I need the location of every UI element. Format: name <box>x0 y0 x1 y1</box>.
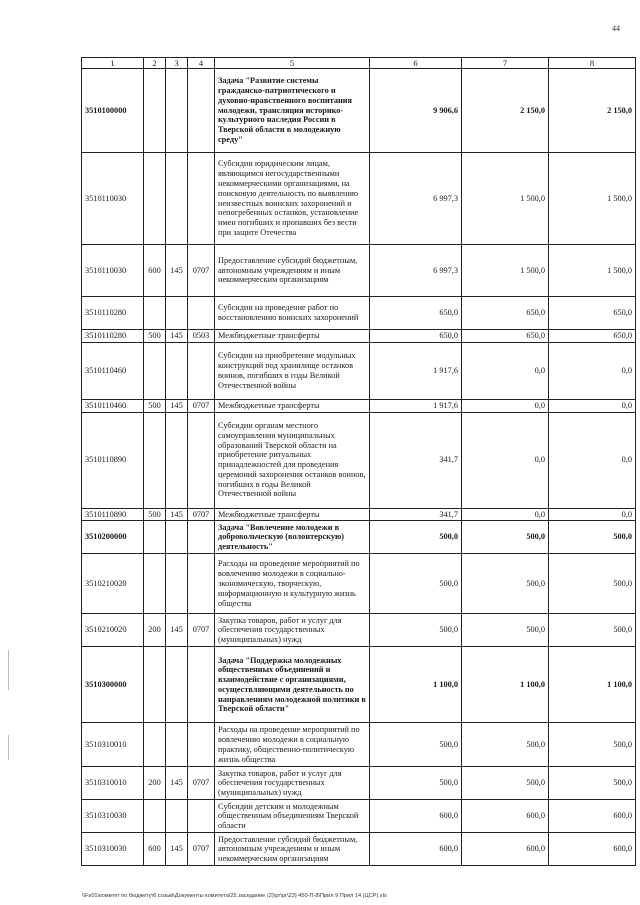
cell-col4 <box>188 69 215 153</box>
cell-col4 <box>188 723 215 767</box>
cell-value-7: 2 150,0 <box>462 69 549 153</box>
cell-value-8: 0,0 <box>549 399 636 412</box>
cell-col4: 0503 <box>188 330 215 343</box>
cell-description: Задача "Поддержка молодежных общественных объединений и взаимодействие с организациями, осуществляющими деятельность по направлениям молодежной политики в Тверской области" <box>215 647 370 723</box>
cell-description: Предоставление субсидий бюджетным, автономным учреждениям и иным некоммерческим организациям <box>215 833 370 866</box>
cell-description: Закупка товаров, работ и услуг для обеспечения государственных (муниципальных) нужд <box>215 614 370 647</box>
cell-code: 3510210020 <box>82 554 144 614</box>
cell-description: Субсидии органам местного самоуправления муниципальных образований Тверской области на приобретение ритуальных принадлежностей для проведения церемоний захоронения останков воинов, погибших в годы Великой Отечественной войны <box>215 412 370 508</box>
cell-col2 <box>144 554 166 614</box>
cell-col4 <box>188 153 215 245</box>
cell-value-8: 0,0 <box>549 508 636 521</box>
cell-col3 <box>166 412 188 508</box>
cell-col4 <box>188 647 215 723</box>
cell-col2 <box>144 521 166 554</box>
cell-description: Межбюджетные трансферты <box>215 399 370 412</box>
cell-value-6: 1 917,6 <box>370 342 462 399</box>
cell-col2 <box>144 723 166 767</box>
budget-table <box>81 57 636 866</box>
cell-col2 <box>144 69 166 153</box>
cell-description: Предоставление субсидий бюджетным, автономным учреждениям и иным некоммерческим организациям <box>215 245 370 297</box>
cell-description: Закупка товаров, работ и услуг для обеспечения государственных (муниципальных) нужд <box>215 767 370 800</box>
cell-value-6: 650,0 <box>370 330 462 343</box>
task-row <box>82 521 636 554</box>
cell-col3: 145 <box>166 508 188 521</box>
cell-code: 3510100000 <box>82 69 144 153</box>
cell-value-6: 341,7 <box>370 412 462 508</box>
cell-col4: 0707 <box>188 508 215 521</box>
cell-col2 <box>144 153 166 245</box>
cell-description: Субсидии на приобретение модульных конструкций под хранилище останков воинов, погибших в годы Великой Отечественной войны <box>215 342 370 399</box>
cell-code: 3510210020 <box>82 614 144 647</box>
cell-col4: 0707 <box>188 614 215 647</box>
page-number: 44 <box>612 24 620 33</box>
cell-description: Субсидии на проведение работ по восстановлению воинских захоронений <box>215 297 370 330</box>
cell-col4 <box>188 342 215 399</box>
cell-col2: 600 <box>144 245 166 297</box>
cell-value-8: 600,0 <box>549 833 636 866</box>
cell-value-6: 500,0 <box>370 521 462 554</box>
task-row <box>82 647 636 723</box>
cell-value-6: 600,0 <box>370 833 462 866</box>
cell-value-7: 600,0 <box>462 833 549 866</box>
cell-col4: 0707 <box>188 399 215 412</box>
cell-value-7: 0,0 <box>462 508 549 521</box>
cell-description: Расходы на проведение мероприятий по вовлечению молодежи в социально-экономическую, творческую, информационную и культурную жизнь общества <box>215 554 370 614</box>
cell-value-6: 341,7 <box>370 508 462 521</box>
cell-col3 <box>166 800 188 833</box>
cell-value-6: 500,0 <box>370 767 462 800</box>
cell-value-6: 1 100,0 <box>370 647 462 723</box>
cell-value-8: 0,0 <box>549 412 636 508</box>
cell-value-8: 650,0 <box>549 297 636 330</box>
cell-col3: 145 <box>166 614 188 647</box>
table-row <box>82 399 636 412</box>
cell-value-8: 500,0 <box>549 614 636 647</box>
column-header: 8 <box>549 58 636 69</box>
cell-value-6: 500,0 <box>370 554 462 614</box>
cell-value-6: 650,0 <box>370 297 462 330</box>
cell-col4: 0707 <box>188 245 215 297</box>
cell-code: 3510110890 <box>82 412 144 508</box>
cell-description: Субсидии детским и молодежным общественным объединениям Тверской области <box>215 800 370 833</box>
table-row <box>82 614 636 647</box>
cell-col3: 145 <box>166 767 188 800</box>
cell-col2 <box>144 297 166 330</box>
task-row <box>82 69 636 153</box>
cell-col3 <box>166 297 188 330</box>
left-margin-mark <box>8 735 9 760</box>
cell-value-6: 500,0 <box>370 723 462 767</box>
cell-col3 <box>166 723 188 767</box>
table-row <box>82 833 636 866</box>
cell-value-8: 1 500,0 <box>549 153 636 245</box>
cell-col4 <box>188 412 215 508</box>
cell-col2: 200 <box>144 767 166 800</box>
cell-value-8: 650,0 <box>549 330 636 343</box>
cell-code: 3510310010 <box>82 723 144 767</box>
cell-value-7: 500,0 <box>462 767 549 800</box>
cell-value-6: 6 997,3 <box>370 245 462 297</box>
cell-code: 3510110280 <box>82 297 144 330</box>
cell-code: 3510110460 <box>82 342 144 399</box>
cell-value-7: 500,0 <box>462 521 549 554</box>
cell-col3 <box>166 554 188 614</box>
cell-value-7: 0,0 <box>462 342 549 399</box>
cell-col3 <box>166 69 188 153</box>
cell-value-8: 500,0 <box>549 521 636 554</box>
cell-value-7: 500,0 <box>462 614 549 647</box>
cell-col3: 145 <box>166 245 188 297</box>
cell-value-7: 650,0 <box>462 330 549 343</box>
cell-description: Субсидии юридическим лицам, являющимся негосударственными некоммерческими организациями, на поисковую деятельность по выявлению неизвестных воинских захоронений и непогребенных останков, установление имен погибших и пропавших без вести при защите Отечества <box>215 153 370 245</box>
cell-value-6: 500,0 <box>370 614 462 647</box>
cell-description: Межбюджетные трансферты <box>215 508 370 521</box>
cell-code: 3510310010 <box>82 767 144 800</box>
cell-col2 <box>144 342 166 399</box>
cell-col2: 500 <box>144 330 166 343</box>
table-body <box>82 69 636 866</box>
table-row <box>82 767 636 800</box>
table-row <box>82 245 636 297</box>
table-row <box>82 342 636 399</box>
cell-description: Межбюджетные трансферты <box>215 330 370 343</box>
cell-description: Расходы на проведение мероприятий по вовлечению молодежи в социальную практику, общественно-политическую жизнь общества <box>215 723 370 767</box>
cell-code: 3510300000 <box>82 647 144 723</box>
cell-description: Задача "Развитие системы гражданско-патриотического и духовно-нравственного воспитания молодежи, трансляция историко-культурного наследия России в Тверской области в молодежную среду" <box>215 69 370 153</box>
cell-value-7: 0,0 <box>462 399 549 412</box>
cell-col3 <box>166 153 188 245</box>
cell-value-6: 1 917,6 <box>370 399 462 412</box>
cell-col4: 0707 <box>188 833 215 866</box>
cell-value-8: 500,0 <box>549 723 636 767</box>
cell-value-7: 600,0 <box>462 800 549 833</box>
cell-value-7: 0,0 <box>462 412 549 508</box>
cell-value-7: 650,0 <box>462 297 549 330</box>
cell-col4 <box>188 800 215 833</box>
table-row <box>82 723 636 767</box>
cell-value-7: 1 500,0 <box>462 153 549 245</box>
cell-code: 3510110030 <box>82 245 144 297</box>
cell-value-7: 1 100,0 <box>462 647 549 723</box>
cell-col4 <box>188 521 215 554</box>
cell-value-7: 500,0 <box>462 554 549 614</box>
cell-description: Задача "Вовлечение молодежи в добровольческую (волонтерскую) деятельность" <box>215 521 370 554</box>
cell-col4 <box>188 554 215 614</box>
cell-value-8: 0,0 <box>549 342 636 399</box>
cell-value-6: 6 997,3 <box>370 153 462 245</box>
cell-code: 3510110280 <box>82 330 144 343</box>
cell-col3: 145 <box>166 399 188 412</box>
cell-col3: 145 <box>166 330 188 343</box>
cell-value-8: 500,0 <box>549 554 636 614</box>
cell-col2: 200 <box>144 614 166 647</box>
cell-col3 <box>166 342 188 399</box>
footer-file-path: \\Fs01\комитет по бюджету\6 созыв\Документы комитета\25 заседание (2)\рг\рг\23) 450-П-8\Прил 9 Прил 14 (ЦСР).xls <box>82 893 387 899</box>
cell-code: 3510110030 <box>82 153 144 245</box>
cell-col2: 600 <box>144 833 166 866</box>
column-header: 3 <box>166 58 188 69</box>
cell-value-8: 500,0 <box>549 767 636 800</box>
column-header: 4 <box>188 58 215 69</box>
cell-value-8: 600,0 <box>549 800 636 833</box>
cell-col4 <box>188 297 215 330</box>
cell-value-6: 600,0 <box>370 800 462 833</box>
left-margin-mark <box>8 650 9 690</box>
cell-code: 3510110890 <box>82 508 144 521</box>
cell-value-7: 1 500,0 <box>462 245 549 297</box>
table-row <box>82 297 636 330</box>
table-row <box>82 330 636 343</box>
cell-col3 <box>166 521 188 554</box>
cell-col3: 145 <box>166 833 188 866</box>
cell-col3 <box>166 647 188 723</box>
column-header: 1 <box>82 58 144 69</box>
table-row <box>82 508 636 521</box>
cell-code: 3510110460 <box>82 399 144 412</box>
cell-col2: 500 <box>144 508 166 521</box>
cell-value-8: 1 500,0 <box>549 245 636 297</box>
cell-col2 <box>144 412 166 508</box>
cell-value-8: 1 100,0 <box>549 647 636 723</box>
cell-value-6: 9 906,6 <box>370 69 462 153</box>
table-row <box>82 554 636 614</box>
cell-col2 <box>144 800 166 833</box>
cell-value-8: 2 150,0 <box>549 69 636 153</box>
column-header: 6 <box>370 58 462 69</box>
cell-col2: 500 <box>144 399 166 412</box>
table-row <box>82 800 636 833</box>
table-row <box>82 153 636 245</box>
cell-value-7: 500,0 <box>462 723 549 767</box>
cell-col4: 0707 <box>188 767 215 800</box>
cell-col2 <box>144 647 166 723</box>
cell-code: 3510200000 <box>82 521 144 554</box>
header-row <box>82 58 636 69</box>
table-row <box>82 412 636 508</box>
column-header: 2 <box>144 58 166 69</box>
column-header: 7 <box>462 58 549 69</box>
cell-code: 3510310030 <box>82 833 144 866</box>
cell-code: 3510310030 <box>82 800 144 833</box>
column-header: 5 <box>215 58 370 69</box>
